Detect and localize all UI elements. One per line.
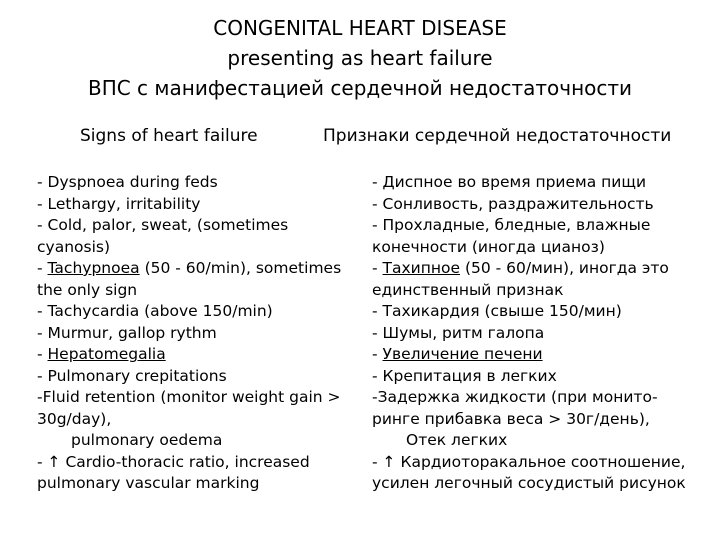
- ru-line-5: [372, 258, 717, 280]
- en-line-14-dash: -: [37, 452, 48, 471]
- en-tachypnoea-term: Tachypnoea: [47, 259, 140, 277]
- en-hepatomegalia-term: Hepatomegalia: [47, 345, 166, 363]
- ru-line-13: Отек легких: [406, 431, 508, 449]
- english-signs-list: [37, 172, 367, 495]
- en-line-15: pulmonary vascular marking: [37, 474, 260, 492]
- en-line-3: - Cold, palor, sweat, (sometimes: [37, 216, 289, 234]
- up-arrow-icon: ↑: [47, 452, 61, 471]
- en-line-9-dash: -: [37, 345, 48, 363]
- en-line-14: [37, 452, 367, 474]
- en-line-4: cyanosis): [37, 237, 111, 256]
- ru-line-5-dash: -: [372, 259, 383, 277]
- ru-line-6: единственный признак: [372, 280, 564, 299]
- ru-line-15: усилен легочный сосудистый рисунок: [372, 474, 686, 492]
- ru-line-10: - Крепитация в легких: [372, 366, 557, 385]
- title-line-2: presenting as heart failure: [227, 46, 493, 70]
- ru-line-7: - Тахикардия (свыше 150/мин): [372, 302, 622, 320]
- slide-title: [0, 13, 720, 103]
- en-line-9: [37, 344, 367, 366]
- ru-hepatomegaly-term: Увеличение печени: [382, 345, 543, 363]
- russian-signs-list: [372, 172, 717, 495]
- heading-english: Signs of heart failure: [80, 126, 258, 146]
- ru-line-9: [372, 344, 717, 366]
- heading-russian: Признаки сердечной недостаточности: [323, 126, 672, 146]
- en-line-12: 30g/day),: [37, 409, 112, 428]
- ru-line-12: ринге прибавка веса > 30г/день),: [372, 409, 650, 428]
- en-line-14-rest: Cardio-thoracic ratio, increased: [60, 452, 310, 471]
- ru-tachypnoea-term: Тахипное: [382, 259, 461, 277]
- en-line-1: - Dyspnoea during feds: [37, 173, 218, 191]
- en-line-10: - Pulmonary crepitations: [37, 366, 227, 385]
- en-line-8: - Murmur, gallop rythm: [37, 323, 217, 342]
- title-line-1: CONGENITAL HEART DISEASE: [213, 16, 507, 40]
- ru-line-14-rest: Кардиоторакальное соотношение,: [395, 452, 686, 471]
- title-line-3: ВПС с манифестацией сердечной недостаточности: [87, 76, 633, 100]
- en-line-13: pulmonary oedema: [71, 431, 223, 449]
- en-line-7: - Tachycardia (above 150/min): [37, 302, 273, 320]
- ru-line-11: -Задержка жидкости (при монито-: [372, 388, 658, 406]
- ru-line-14-dash: -: [372, 452, 383, 471]
- en-line-6: the only sign: [37, 280, 138, 299]
- ru-line-3: - Прохладные, бледные, влажные: [372, 216, 651, 234]
- ru-line-5-rest: (50 - 60/мин), иногда это: [460, 259, 669, 277]
- ru-line-9-dash: -: [372, 345, 383, 363]
- ru-line-8: - Шумы, ритм галопа: [372, 323, 545, 342]
- ru-line-1: - Диспное во время приема пищи: [372, 173, 647, 191]
- en-line-2: - Lethargy, irritability: [37, 194, 201, 213]
- en-line-11: -Fluid retention (monitor weight gain >: [37, 388, 341, 406]
- en-line-5-dash: -: [37, 259, 48, 277]
- ru-line-4: конечности (иногда цианоз): [372, 237, 605, 256]
- en-line-5-rest: (50 - 60/min), sometimes: [139, 259, 342, 277]
- ru-line-14: [372, 452, 717, 474]
- up-arrow-icon: ↑: [382, 452, 396, 471]
- en-line-5: [37, 258, 367, 280]
- ru-line-2: - Сонливость, раздражительность: [372, 194, 654, 213]
